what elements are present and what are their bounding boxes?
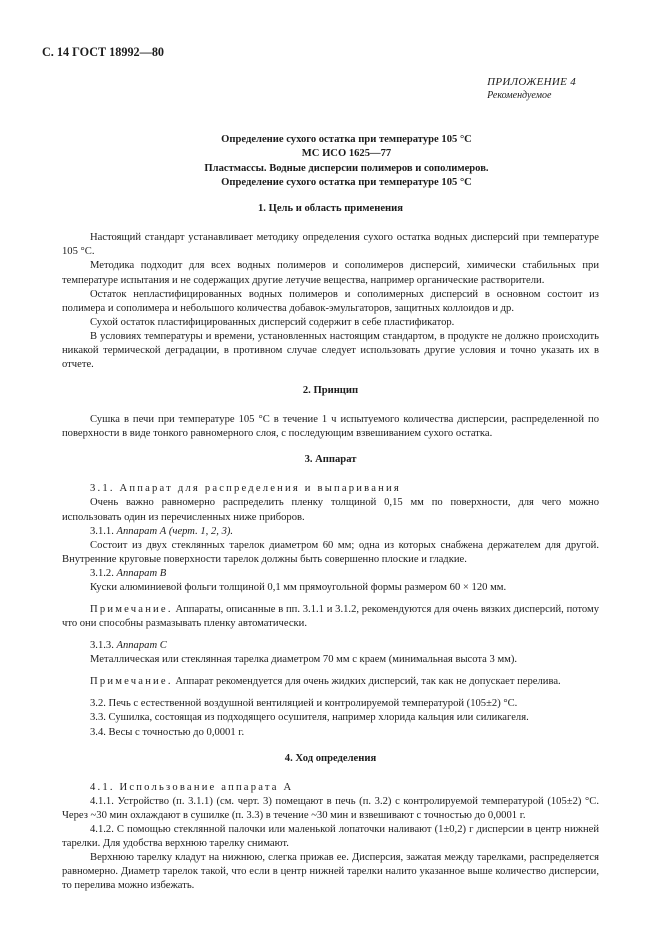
section-4-paragraph: Верхнюю тарелку кладут на нижнюю, слегка прижав ее. Дисперсия, зажатая между тарелками, распределяется равномерно. Диаметр тарелок такой, что если в центр нижней тарелки налито указанное выше количество дисперсии, то перелива можно избежать. [62, 852, 599, 892]
section-3-paragraph: Состоит из двух стеклянных тарелок диаметром 60 мм; одна из которых снабжена держателем для другой. Внутренние круговые поверхности тарелок должны быть совершенно плоские и гладкие. [62, 539, 599, 565]
appendix-title: ПРИЛОЖЕНИЕ 4 [487, 76, 576, 88]
appendix-label [487, 76, 576, 102]
appendix-subtitle: Рекомендуемое [487, 89, 552, 101]
subsection-3-1-title: 3.1. Аппарат для распределения и выпаривания [90, 483, 401, 495]
section-1-paragraph: Настоящий стандарт устанавливает методику определения сухого остатка водных дисперсий при температуре 105 °С. [62, 232, 599, 258]
section-4-paragraph: 4.1.2. С помощью стеклянной палочки или маленькой лопаточки наливают (1±0,2) г дисперсии в центр нижней тарелки. Для удобства верхнюю тарелку снимают. [62, 823, 599, 849]
subsection-3-1-1-title [62, 525, 599, 539]
subsection-4-1-title: 4.1. Использование аппарата А [90, 781, 294, 793]
document-title-block [94, 133, 599, 190]
note-label: Примечание. [90, 676, 173, 688]
section-2-heading: 2. Принцип [302, 385, 359, 397]
title-line-3: Пластмассы. Водные дисперсии полимеров и сополимеров. [204, 162, 489, 174]
subsection-3-1-2-title [62, 567, 599, 581]
clause-3-3: 3.3. Сушилка, состоящая из подходящего осушителя, например хлорида кальция или силикагеля. [90, 712, 529, 724]
subsection-3-1-3-title [62, 639, 599, 653]
section-3-heading: 3. Аппарат [304, 454, 357, 466]
note-2 [62, 675, 599, 689]
apparatus-b-label: Аппарат В [116, 567, 167, 579]
section-3-paragraph: Металлическая или стеклянная тарелка диаметром 70 мм с краем (минимальная высота 3 мм). [90, 654, 518, 666]
section-1-paragraph: Остаток непластифицированных водных полимеров и сополимерных дисперсий в основном состоит из полимера и сополимера и небольшого количества добавок-эмульгаторов, защитных коллоидов и др. [62, 288, 599, 314]
apparatus-c-label: Аппарат С [116, 640, 167, 652]
section-1-heading: 1. Цель и область применения [258, 203, 403, 215]
note-label: Примечание. [90, 603, 173, 615]
clause-3-2: 3.2. Печь с естественной воздушной вентиляцией и контролируемой температурой (105±2) °С. [90, 698, 518, 710]
section-1-paragraph: Сухой остаток пластифицированных дисперсий содержит в себе пластификатор. [90, 316, 455, 328]
document-body [62, 133, 599, 893]
title-line-1: Определение сухого остатка при температуре 105 °С [221, 134, 472, 145]
section-2-paragraph: Сушка в печи при температуре 105 °С в течение 1 ч испытуемого количества дисперсии, распределенной по поверхности в виде тонкого равномерного слоя, с последующим взвешиванием сухого остатка. [62, 414, 599, 440]
title-line-4: Определение сухого остатка при температуре 105 °С [221, 176, 472, 188]
title-line-2: МС ИСО 1625—77 [301, 148, 392, 160]
section-1-paragraph: Методика подходит для всех водных полимеров и сополимеров дисперсий, химически стабильных при температуре испытания и не содержащих другие летучие вещества, например органические растворители. [62, 260, 599, 286]
section-3-paragraph: Куски алюминиевой фольги толщиной 0,1 мм прямоугольной формы размером 60 × 120 мм. [90, 581, 507, 593]
section-4-heading: 4. Ход определения [284, 752, 377, 764]
clause-number: 3.1.2. [90, 567, 117, 579]
page-header: С. 14 ГОСТ 18992—80 [42, 45, 165, 59]
clause-number: 3.1.1. [90, 525, 117, 537]
clause-number: 3.1.3. [90, 640, 117, 652]
note-1 [62, 603, 599, 631]
section-3-paragraph: Очень важно равномерно распределить пленку толщиной 0,15 мм по поверхности, для чего можно использовать один из перечисленных ниже приборов. [62, 497, 599, 523]
clause-3-4: 3.4. Весы с точностью до 0,0001 г. [90, 726, 245, 738]
note-text: Аппараты, описанные в пп. 3.1.1 и 3.1.2, рекомендуются для очень вязких дисперсий, потому что они способны размазывать пленку автоматически. [62, 603, 599, 630]
note-text: Аппарат рекомендуется для очень жидких дисперсий, так как не допускает перелива. [172, 676, 561, 688]
section-4-paragraph: 4.1.1. Устройство (п. 3.1.1) (см. черт. 3) помещают в печь (п. 3.2) с контролируемой температурой (105±2) °С. Через ~30 мин охлаждают в сушилке (п. 3.3) в течение ~30 мин и взвешивают с точностью до 0,0001 г. [62, 795, 599, 821]
apparatus-a-label: Аппарат А (черт. 1, 2, 3). [116, 525, 234, 537]
section-1-paragraph: В условиях температуры и времени, установленных настоящим стандартом, в продукте не должно происходить никакой термической деградации, в противном случае следует использовать другие условия и точно указать их в отчете. [62, 330, 599, 370]
